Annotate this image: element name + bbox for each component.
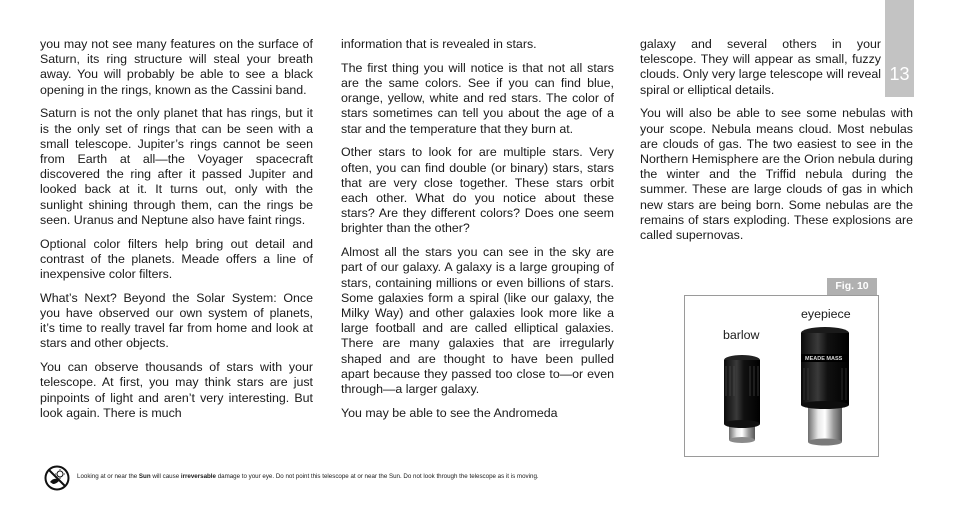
barlow-label: barlow [723,328,760,342]
sun-warning-text: Looking at or near the Sun will cause irreversable damage to your eye. Do not point this telescope at or near the Sun. Do not look through the telescope as it is moving. [77,473,539,480]
figure-10 [684,295,879,457]
barlow-lens-illustration [724,355,760,443]
text-column-3 [640,37,913,252]
paragraph: Optional color filters help bring out detail and contrast of the planets. Meade offers a line of inexpensive color filters. [40,236,313,282]
text-column-2 [341,37,614,430]
paragraph: galaxy and several others in your telescope. They will appear as small, fuzzy clouds. Only very large telescope will reveal spiral or elliptical details. [640,37,881,97]
paragraph: You can observe thousands of stars with your telescope. At first, you may think stars are just pinpoints of light and aren’t very interesting. But look again. There is much [40,360,313,420]
eyepiece-illustration [801,327,849,446]
paragraph: The first thing you will notice is that not all stars are the same colors. See if you can find blue, orange, yellow, white and red stars. The color of stars sometimes can tell you about the age of a star and the temperature that they burn at. [341,60,614,136]
paragraph: you may not see many features on the surface of Saturn, its ring structure will steal your breath away. You will probably be able to see a black opening in the rings, known as the Cassini band. [40,37,313,97]
eyepiece-label: eyepiece [801,307,851,321]
page-number: 13 [889,64,910,84]
figure-label: Fig. 10 [827,278,877,295]
paragraph: Other stars to look for are multiple stars. Very often, you can find double (or binary) stars, stars that are very close together. These stars orbit each other. What do you notice about these stars? Are they different colors? Does one seem brighter than the other? [341,145,614,236]
no-sun-viewing-icon [44,465,70,491]
paragraph: You may be able to see the Andromeda [341,405,558,420]
paragraph: information that is revealed in stars. [341,37,537,51]
paragraph: You will also be able to see some nebulas with your scope. Nebula means cloud. Most nebulas are clouds of gas. The two easiest to see in the Northern Hemisphere are the Orion nebula during the winter and the Triffid nebula during the summer. These are large clouds of gas in which new stars are being born. Some nebulas are the remains of stars exploding. These explosions are called supernovas. [640,106,913,243]
paragraph: Saturn is not the only planet that has rings, but it is the only set of rings that can be seen with a small telescope. Jupiter’s rings cannot be seen from Earth at all—the Voyager spacecraft discovered the ring after it passed Jupiter and looked back at it. It turns out, only with the sunlight shining through them, can the rings be seen. Uranus and Neptune also have faint rings. [40,106,313,227]
eyepiece-brand-text: MEADE MASS [805,356,843,362]
paragraph: Almost all the stars you can see in the sky are part of our galaxy. A galaxy is a large grouping of stars, containing millions or even billions of stars. Some galaxies form a spiral (like our galaxy, the Milky Way) and other galaxies look more like a large football and are called elliptical galaxies. There are many galaxies that are irregularly shaped and are thought to have been pulled apart because they passed too close to—or even through—a larger galaxy. [341,245,614,397]
text-column-1 [40,37,313,430]
paragraph: What’s Next? Beyond the Solar System: Once you have observed our own system of planets, it’s time to really travel far from home and look at stars and other objects. [40,290,313,351]
